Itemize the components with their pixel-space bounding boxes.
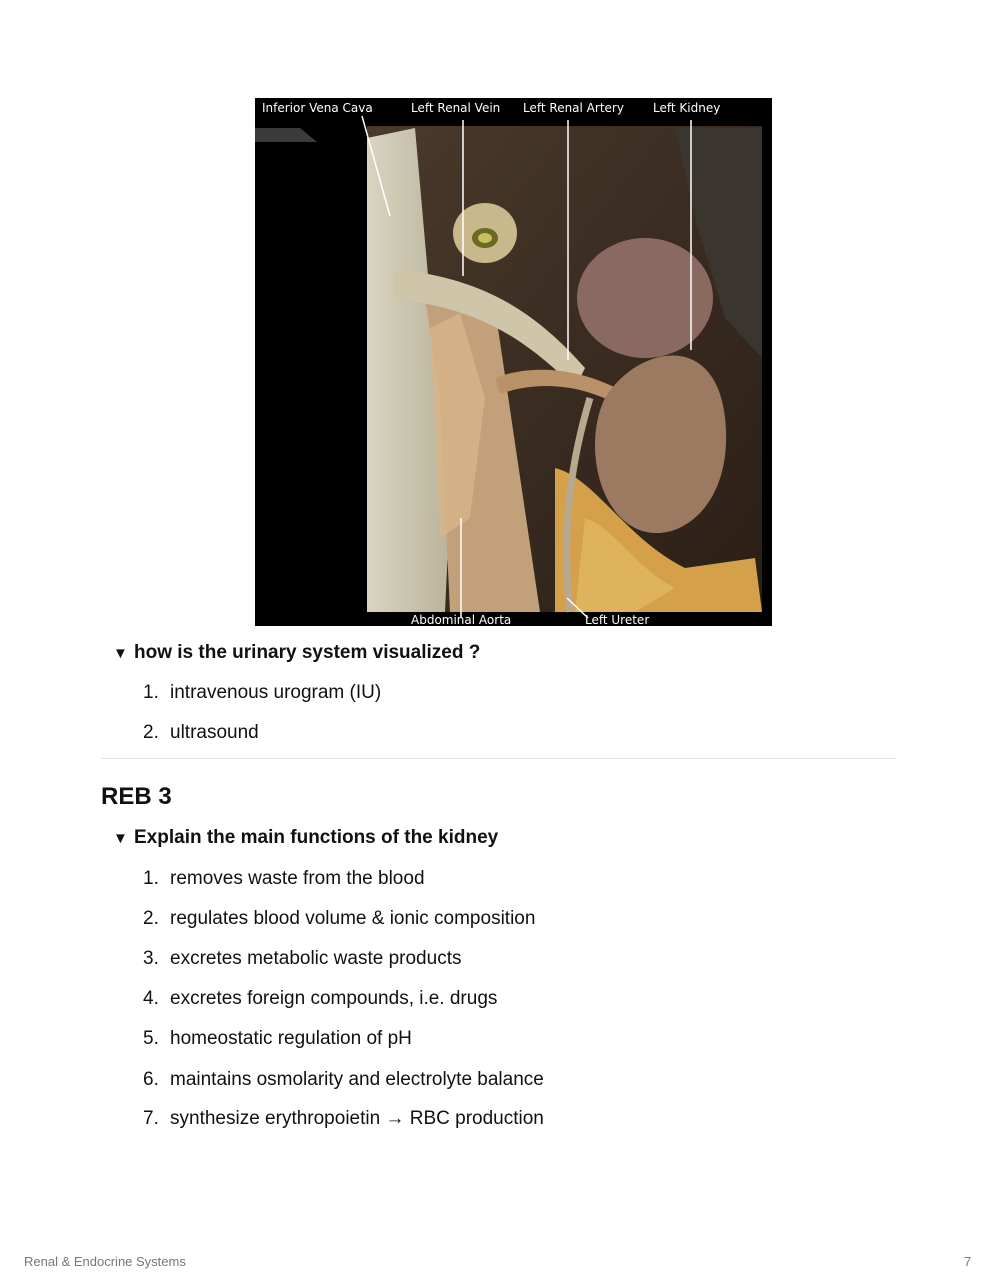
list-text: excretes foreign compounds, i.e. drugs (170, 988, 498, 1009)
label-left-renal-artery: Left Renal Artery (523, 101, 624, 115)
divider (101, 758, 896, 759)
list-text: synthesize erythropoietin → RBC production (170, 1108, 544, 1129)
toggle-question: how is the urinary system visualized ? (134, 642, 481, 663)
label-left-renal-vein: Left Renal Vein (411, 101, 501, 115)
toggle-question: Explain the main functions of the kidney (134, 827, 499, 848)
list-number: 5. (143, 1028, 159, 1049)
list-text: ultrasound (170, 722, 259, 743)
list-item (143, 682, 381, 704)
toggle-kidney-functions[interactable] (113, 827, 498, 849)
list-number: 2. (143, 722, 159, 743)
list-number: 3. (143, 948, 159, 969)
list-number: 7. (143, 1108, 159, 1129)
list-item (143, 908, 535, 930)
list-text: homeostatic regulation of pH (170, 1028, 412, 1049)
list-item (143, 1028, 412, 1050)
anatomy-image (255, 98, 772, 626)
label-abdominal-aorta: Abdominal Aorta (411, 613, 512, 627)
label-inferior-vena-cava: Inferior Vena Cava (262, 101, 373, 115)
triangle-down-icon[interactable]: ▼ (113, 829, 128, 847)
list-text: regulates blood volume & ionic composition (170, 908, 536, 929)
list-text: maintains osmolarity and electrolyte balance (170, 1069, 544, 1090)
list-number: 4. (143, 988, 159, 1009)
list-item (143, 1108, 544, 1130)
list-item (143, 1069, 544, 1091)
triangle-down-icon[interactable]: ▼ (113, 644, 128, 662)
page-number: 7 (964, 1254, 972, 1269)
list-text: intravenous urogram (IU) (170, 682, 382, 703)
list-number: 1. (143, 682, 159, 703)
list-number: 1. (143, 868, 159, 889)
list-item (143, 988, 497, 1010)
list-text: removes waste from the blood (170, 868, 425, 889)
footer-title: Renal & Endocrine Systems (24, 1254, 186, 1269)
section-heading: REB 3 (101, 783, 172, 810)
kidney-dissection-illustration (255, 98, 772, 626)
list-item (143, 722, 259, 744)
label-left-ureter: Left Ureter (585, 613, 650, 627)
list-number: 2. (143, 908, 159, 929)
list-item (143, 868, 425, 890)
list-text: excretes metabolic waste products (170, 948, 462, 969)
list-item (143, 948, 461, 970)
list-number: 6. (143, 1069, 159, 1090)
toggle-urinary-visualized[interactable] (113, 642, 480, 664)
label-left-kidney: Left Kidney (653, 101, 721, 115)
